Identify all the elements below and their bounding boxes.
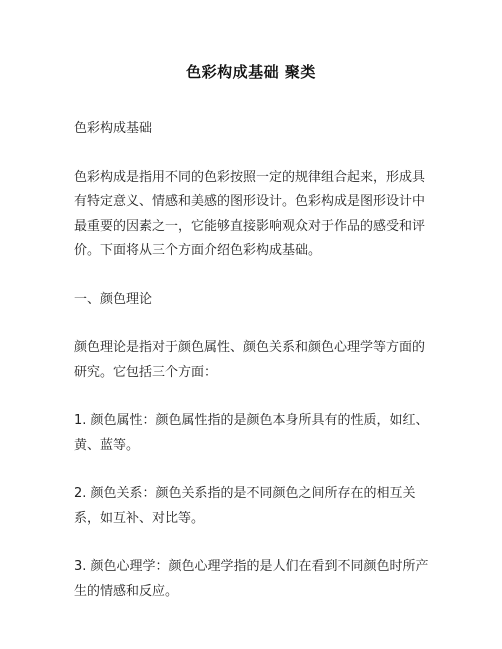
section-heading-basics: 色彩构成基础 (74, 121, 153, 136)
intro-paragraph: 色彩构成是指用不同的色彩按照一定的规律组合起来，形成具有特定意义、情感和美感的图形设计。色彩构成是图形设计中最重要的因素之一，它能够直接影响观众对于作品的感受和评价。下面将从三个方面介绍色彩构成基础。 (74, 169, 426, 258)
section-heading-color-theory: 一、颜色理论 (74, 291, 153, 307)
document-body (74, 117, 434, 628)
list-item-color-relations: 2. 颜色关系：颜色关系指的是不同颜色之间所存在的相互关系，如互补、对比等。 (74, 486, 416, 526)
color-theory-paragraph: 颜色理论是指对于颜色属性、颜色关系和颜色心理学等方面的研究。它包括三个方面： (74, 340, 426, 380)
list-item-color-psychology: 3. 颜色心理学：颜色心理学指的是人们在看到不同颜色时所产生的情感和反应。 (74, 559, 429, 599)
list-item-color-attributes: 1. 颜色属性：颜色属性指的是颜色本身所具有的性质，如红、黄、蓝等。 (74, 413, 429, 453)
document-title: 色彩构成基础 聚类 (186, 63, 316, 81)
